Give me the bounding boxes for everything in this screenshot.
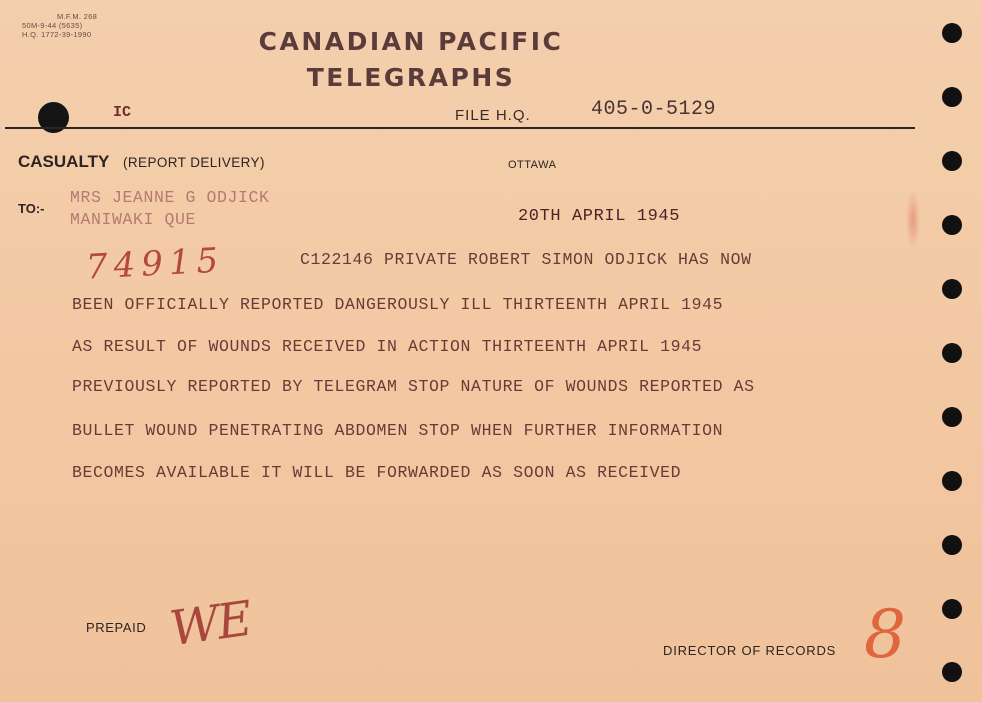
punch-hole-icon xyxy=(942,23,962,43)
form-code-line: H.Q. 1772-39-1990 xyxy=(22,30,92,39)
handwritten-number: 74915 xyxy=(85,240,226,288)
message-line: C122146 PRIVATE ROBERT SIMON ODJICK HAS NOW xyxy=(300,250,752,269)
handwritten-mark: 8 xyxy=(864,596,906,673)
punch-hole-icon xyxy=(942,215,962,235)
company-name: CANADIAN PACIFIC xyxy=(258,27,564,56)
company-service: TELEGRAPHS xyxy=(306,63,516,92)
recipient-place: MANIWAKI QUE xyxy=(70,210,197,229)
header-rule xyxy=(5,127,915,129)
origin-city: OTTAWA xyxy=(508,159,557,171)
form-code-line: 50M-9-44 (5635) xyxy=(22,21,83,30)
signature-line: DIRECTOR OF RECORDS xyxy=(663,643,837,658)
punch-hole-icon xyxy=(942,279,962,299)
to-label: TO:- xyxy=(18,201,45,216)
paper-stain xyxy=(906,190,920,250)
punch-hole-icon xyxy=(942,662,962,682)
message-line: BEEN OFFICIALLY REPORTED DANGEROUSLY ILL THIRTEENTH APRIL 1945 xyxy=(72,295,724,314)
prepaid-label: PREPAID xyxy=(86,620,147,635)
message-date: 20TH APRIL 1945 xyxy=(518,207,681,226)
office-code: IC xyxy=(113,104,132,121)
punch-hole-icon xyxy=(942,407,962,427)
report-delivery-label: (REPORT DELIVERY) xyxy=(123,155,265,170)
punch-holes xyxy=(942,0,964,702)
punch-hole-icon xyxy=(942,535,962,555)
punch-hole-icon xyxy=(942,87,962,107)
file-number: 405-0-5129 xyxy=(591,98,717,121)
punch-hole-icon xyxy=(942,471,962,491)
casualty-label: CASUALTY xyxy=(18,152,110,171)
message-line: PREVIOUSLY REPORTED BY TELEGRAM STOP NATURE OF WOUNDS REPORTED AS xyxy=(72,377,755,396)
handwritten-initials: WE xyxy=(166,590,254,658)
company-header xyxy=(240,24,582,96)
punch-hole-icon xyxy=(942,343,962,363)
file-label: FILE H.Q. xyxy=(455,107,531,124)
punch-hole-icon xyxy=(942,151,962,171)
form-code-line: M.F.M. 268 xyxy=(56,12,98,21)
message-line: AS RESULT OF WOUNDS RECEIVED IN ACTION THIRTEENTH APRIL 1945 xyxy=(72,337,703,356)
punch-hole-icon xyxy=(942,599,962,619)
recipient-name: MRS JEANNE G ODJICK xyxy=(70,188,270,207)
message-line: BECOMES AVAILABLE IT WILL BE FORWARDED AS SOON AS RECEIVED xyxy=(72,463,682,482)
message-line: BULLET WOUND PENETRATING ABDOMEN STOP WHEN FURTHER INFORMATION xyxy=(72,421,724,440)
form-code xyxy=(22,12,132,39)
